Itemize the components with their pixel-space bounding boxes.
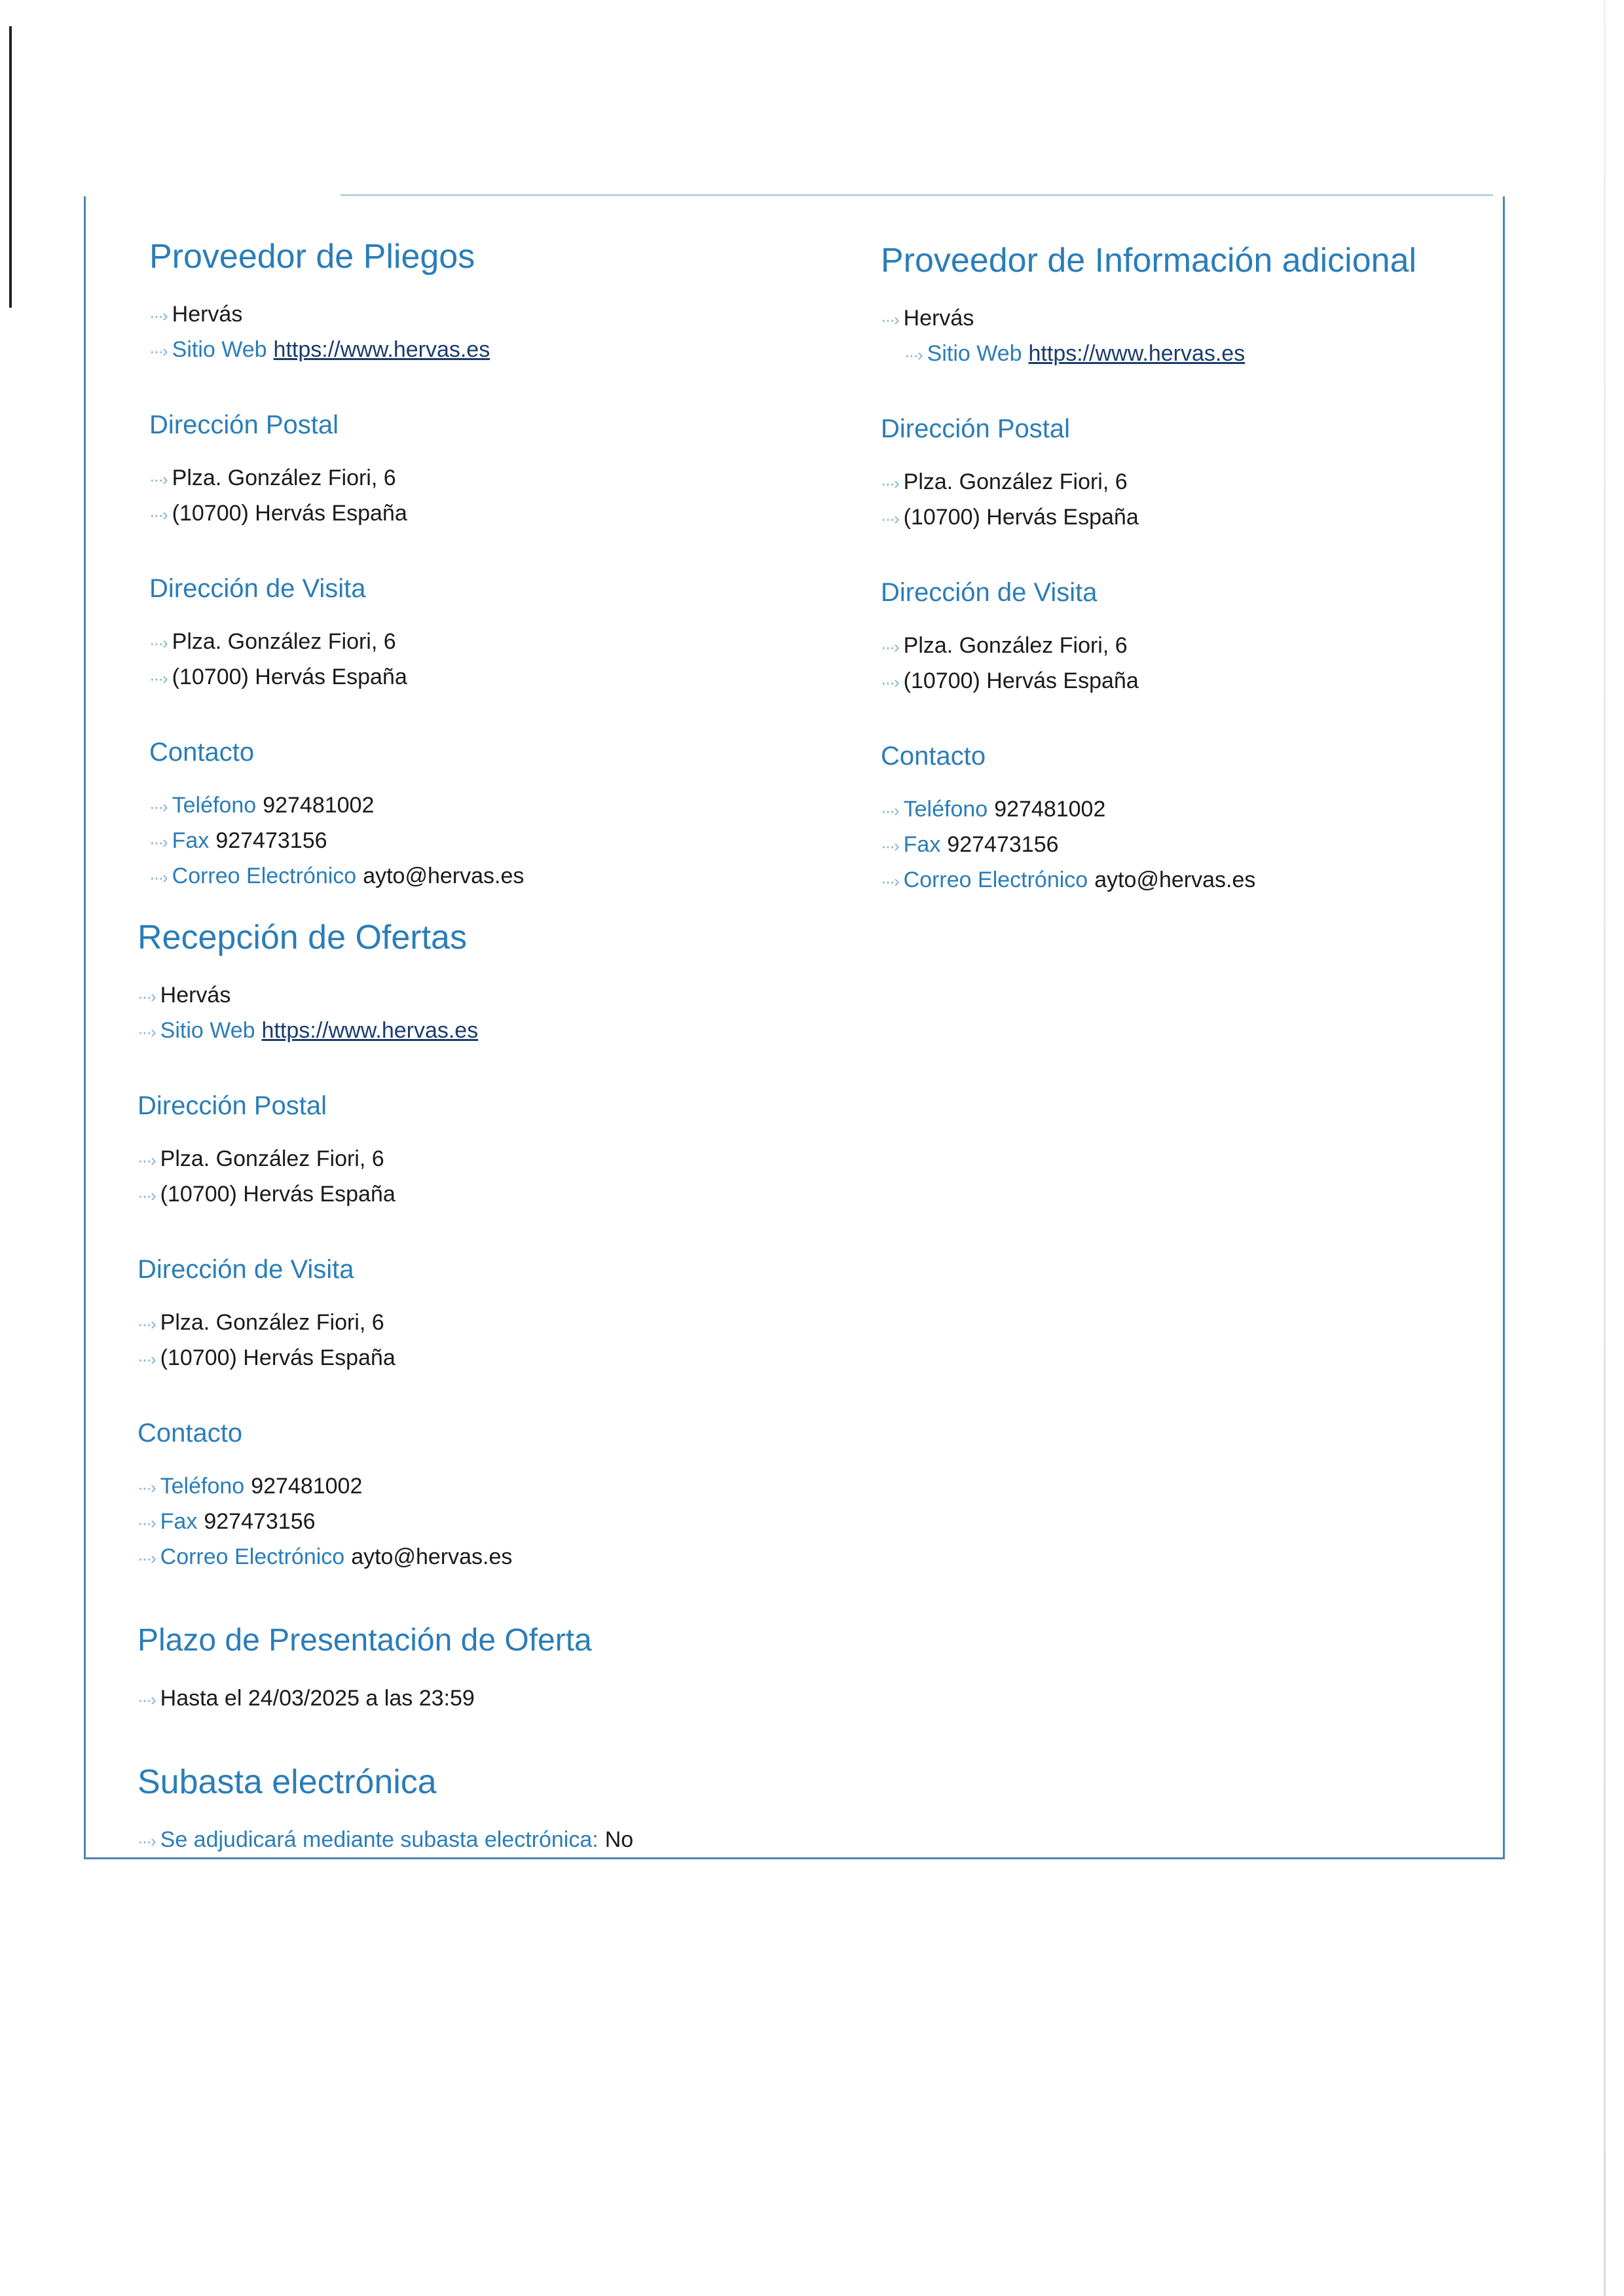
address-line: (10700) Hervás España [903, 668, 1139, 693]
address-line: Plza. González Fiori, 6 [903, 469, 1128, 494]
arrow-icon: ···› [881, 672, 898, 692]
fax-label: Fax [903, 832, 941, 857]
phone-value: 927481002 [251, 1474, 363, 1499]
list-item [149, 788, 857, 824]
fax-label: Fax [160, 1509, 198, 1534]
visit-title: Dirección de Visita [881, 578, 1098, 607]
email-label: Correo Electrónico [160, 1544, 345, 1569]
address-line: Plza. González Fiori, 6 [172, 629, 396, 654]
address-line: (10700) Hervás España [172, 501, 407, 526]
frame-top-line [341, 194, 1493, 196]
web-label: Sitio Web [172, 337, 267, 362]
list-item [881, 792, 1483, 828]
arrow-icon: ···› [138, 1690, 155, 1709]
list-item [138, 1177, 858, 1212]
arrow-icon: ···› [881, 836, 898, 856]
contact-title: Contacto [149, 738, 255, 767]
arrow-icon: ···› [881, 509, 898, 528]
web-label: Sitio Web [160, 1018, 255, 1043]
list-item [138, 1823, 858, 1858]
website-link[interactable]: https://www.hervas.es [273, 337, 490, 362]
list-item [138, 1540, 858, 1575]
supplier-documents-section [149, 236, 857, 894]
fax-value: 927473156 [215, 828, 327, 853]
list-item [149, 859, 857, 894]
list-item [881, 301, 1483, 337]
entity-name: Hervás [172, 302, 243, 327]
offer-reception-section [138, 917, 858, 1858]
fax-value: 927473156 [947, 832, 1059, 857]
address-line: (10700) Hervás España [160, 1182, 396, 1207]
scan-edge-shadow [1604, 0, 1606, 2296]
contact-title: Contacto [881, 742, 986, 771]
auction-title: Subasta electrónica [138, 1763, 437, 1801]
arrow-icon: ···› [149, 306, 167, 325]
list-item [149, 625, 857, 660]
scan-edge-mark [9, 26, 12, 308]
email-value: ayto@hervas.es [363, 864, 525, 888]
list-item [149, 333, 857, 368]
auction-value: No [604, 1827, 634, 1852]
arrow-icon: ···› [881, 871, 898, 891]
arrow-icon: ···› [149, 469, 167, 489]
address-line: Plza. González Fiori, 6 [903, 633, 1128, 658]
list-item [149, 660, 857, 695]
arrow-icon: ···› [138, 1831, 155, 1851]
arrow-icon: ···› [881, 801, 898, 820]
fax-value: 927473156 [204, 1509, 316, 1534]
arrow-icon: ···› [138, 1150, 155, 1170]
arrow-icon: ···› [149, 505, 167, 524]
arrow-icon: ···› [149, 668, 167, 688]
list-item [138, 1469, 858, 1504]
list-item [881, 629, 1483, 664]
list-item [149, 496, 857, 532]
list-item [149, 461, 857, 496]
postal-title: Dirección Postal [138, 1091, 327, 1120]
deadline-text: Hasta el 24/03/2025 a las 23:59 [160, 1686, 475, 1711]
address-line: Plza. González Fiori, 6 [160, 1310, 384, 1335]
list-item [149, 824, 857, 859]
list-item [138, 1681, 858, 1717]
arrow-icon: ···› [149, 832, 167, 852]
list-item [149, 297, 857, 333]
list-item [138, 1305, 858, 1341]
phone-label: Teléfono [172, 793, 257, 818]
auction-label: Se adjudicará mediante subasta electrónica: [160, 1827, 599, 1852]
arrow-icon: ···› [881, 637, 898, 657]
address-line: Plza. González Fiori, 6 [160, 1146, 384, 1171]
list-item [138, 1142, 858, 1177]
entity-name: Hervás [903, 306, 974, 331]
address-line: (10700) Hervás España [160, 1345, 396, 1370]
arrow-icon: ···› [149, 797, 167, 816]
website-link[interactable]: https://www.hervas.es [261, 1018, 479, 1043]
list-item [138, 978, 858, 1013]
list-item [881, 500, 1483, 536]
section-title: Proveedor de Pliegos [149, 238, 475, 276]
arrow-icon: ···› [881, 310, 898, 329]
arrow-icon: ···› [138, 1314, 155, 1334]
phone-value: 927481002 [263, 793, 375, 818]
arrow-icon: ···› [138, 1349, 155, 1369]
arrow-icon: ···› [149, 633, 167, 653]
list-item [138, 1013, 858, 1049]
phone-value: 927481002 [994, 797, 1106, 822]
address-line: (10700) Hervás España [903, 505, 1139, 530]
web-label: Sitio Web [927, 341, 1022, 366]
list-item [881, 828, 1483, 863]
phone-label: Teléfono [903, 797, 988, 822]
arrow-icon: ···› [904, 345, 922, 365]
deadline-title: Plazo de Presentación de Oferta [138, 1623, 592, 1658]
postal-title: Dirección Postal [149, 410, 339, 439]
visit-title: Dirección de Visita [149, 574, 366, 603]
address-line: Plza. González Fiori, 6 [172, 465, 396, 490]
visit-title: Dirección de Visita [138, 1255, 354, 1284]
arrow-icon: ···› [149, 867, 167, 887]
address-line: (10700) Hervás España [172, 665, 407, 689]
arrow-icon: ···› [881, 473, 898, 493]
website-link[interactable]: https://www.hervas.es [1028, 341, 1246, 366]
supplier-info-section [881, 240, 1483, 898]
arrow-icon: ···› [138, 987, 155, 1006]
list-item [881, 863, 1483, 898]
email-label: Correo Electrónico [903, 867, 1088, 892]
arrow-icon: ···› [138, 1022, 155, 1042]
list-item [881, 465, 1483, 500]
postal-title: Dirección Postal [881, 414, 1071, 443]
fax-label: Fax [172, 828, 210, 853]
email-label: Correo Electrónico [172, 864, 357, 888]
email-value: ayto@hervas.es [351, 1544, 513, 1569]
arrow-icon: ···› [138, 1548, 155, 1568]
section-title: Recepción de Ofertas [138, 919, 467, 957]
list-item [138, 1341, 858, 1376]
list-item [881, 337, 1483, 372]
email-value: ayto@hervas.es [1094, 867, 1256, 892]
phone-label: Teléfono [160, 1474, 245, 1499]
arrow-icon: ···› [138, 1478, 155, 1497]
list-item [881, 664, 1483, 699]
arrow-icon: ···› [138, 1513, 155, 1533]
section-title: Proveedor de Información adicional [881, 242, 1417, 280]
list-item [138, 1504, 858, 1540]
arrow-icon: ···› [149, 341, 167, 361]
entity-name: Hervás [160, 983, 231, 1008]
arrow-icon: ···› [138, 1186, 155, 1205]
contact-title: Contacto [138, 1419, 243, 1448]
